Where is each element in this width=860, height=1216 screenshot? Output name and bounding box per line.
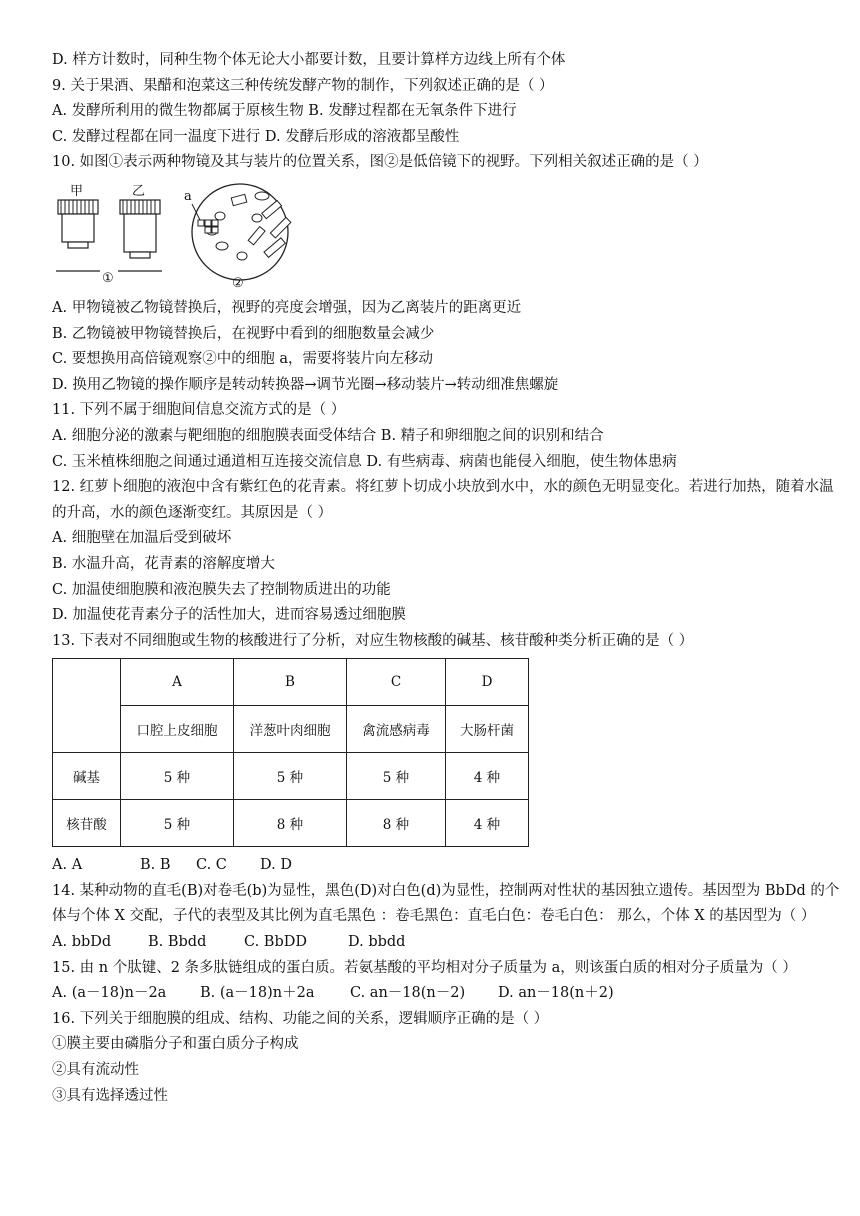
table-cell: 4 种 [446,753,529,800]
table-cell: 8 种 [347,800,446,847]
statement-2: ②具有流动性 [52,1062,139,1079]
organism-cell: 大肠杆菌 [446,706,529,753]
exam-page [52,48,842,1109]
q10-option-d: D. 换用乙物镜的操作顺序是转动转换器→调节光圈→移动装片→转动细准焦螺旋 [52,376,559,393]
question-15: 15. 由 n 个肽键、2 条多肽链组成的蛋白质。若氨基酸的平均相对分子质量为 a，则该蛋白质的相对分子质量为（ ） [52,959,797,976]
q12-option-a: A. 细胞壁在加温后受到破坏 [52,530,232,547]
q15-options [52,981,842,1007]
table-corner [53,659,121,753]
header-letter: D [446,659,529,706]
question-13: 13. 下表对不同细胞或生物的核酸进行了分析，对应生物核酸的碱基、核苷酸种类分析正确的是（ ） [52,632,694,649]
header-letter: C [347,659,446,706]
q9-options-ab: A. 发酵所利用的微生物都属于原核生物 B. 发酵过程都在无氧条件下进行 [52,103,517,120]
table-cell: 5 种 [347,753,446,800]
objective-yi [118,200,162,271]
row-label-base: 碱基 [53,753,121,800]
label-figure-2: ② [232,275,244,291]
table-row [53,753,529,800]
objective-jia [56,200,100,271]
q13-option-b: B. B [140,857,171,874]
q12-option-d: D. 加温使花青素分子的活性加大，进而容易透过细胞膜 [52,607,406,624]
table-row [53,800,529,847]
q15-option-a: A. (a－18)n－2a [52,985,167,1002]
q14-option-a: A. bbDd [52,934,112,951]
statement-1: ①膜主要由磷脂分子和蛋白质分子构成 [52,1036,299,1053]
q14-option-c: C. BbDD [244,934,307,951]
statement-3: ③具有选择透过性 [52,1087,168,1104]
organism-cell: 禽流感病毒 [347,706,446,753]
q15-option-d: D. an－18(n＋2) [498,985,614,1002]
q10-option-b: B. 乙物镜被甲物镜替换后，在视野中看到的细胞数量会减少 [52,325,435,342]
table-cell: 5 种 [121,753,234,800]
microscope-figure [52,176,842,296]
table-cell: 4 种 [446,800,529,847]
organism-cell: 口腔上皮细胞 [121,706,234,753]
question-16: 16. 下列关于细胞膜的组成、结构、功能之间的关系，逻辑顺序正确的是（ ） [52,1010,549,1027]
question-9: 9. 关于果酒、果醋和泡菜这三种传统发酵产物的制作，下列叙述正确的是（ ） [52,77,554,94]
q15-option-c: C. an－18(n－2) [350,985,466,1002]
nucleic-acid-table [52,658,529,847]
q13-option-a: A. A [52,857,83,874]
table-cell: 5 种 [234,753,347,800]
label-figure-1: ① [102,270,114,286]
q15-option-b: B. (a－18)n＋2a [200,985,315,1002]
objective-lens-diagram [52,176,312,296]
q14-option-b: B. Bbdd [148,934,207,951]
table-cell: 5 种 [121,800,234,847]
q13-options [52,853,842,879]
row-label-nucleotide: 核苷酸 [53,800,121,847]
q10-option-a: A. 甲物镜被乙物镜替换后，视野的亮度会增强，因为乙离装片的距离更近 [52,299,522,316]
q14-options [52,930,842,956]
organism-cell: 洋葱叶肉细胞 [234,706,347,753]
q12-option-c: C. 加温使细胞膜和液泡膜失去了控制物质进出的功能 [52,581,391,598]
q12-option-b: B. 水温升高，花青素的溶解度增大 [52,555,275,572]
q8-option-d: D. 样方计数时，同种生物个体无论大小都要计数，且要计算样方边线上所有个体 [52,52,566,68]
q11-options-ab: A. 细胞分泌的激素与靶细胞的细胞膜表面受体结合 B. 精子和卵细胞之间的识别和结合 [52,427,604,444]
question-14: 14. 某种动物的直毛(B)对卷毛(b)为显性，黑色(D)对白色(d)为显性，控制两对性状的基因独立遗传。基因型为 BbDd 的个体与个体 X 交配，子代的表型及其比例为直毛黑色 ：卷毛黑色：直毛白色：卷毛白色： 那么，个体 X 的基因型为（ ） [52,882,840,925]
header-letter: B [234,659,347,706]
header-letter: A [121,659,234,706]
label-jia: 甲 [70,183,84,199]
label-cell-a: a [184,188,192,204]
q11-options-cd: C. 玉米植株细胞之间通过通道相互连接交流信息 D. 有些病毒、病菌也能侵入细胞，使生物体患病 [52,453,677,470]
question-12: 12. 红萝卜细胞的液泡中含有紫红色的花青素。将红萝卜切成小块放到水中，水的颜色无明显变化。若进行加热，随着水温的升高，水的颜色逐渐变红。其原因是（ ） [52,479,834,521]
q10-option-c: C. 要想换用高倍镜观察②中的细胞 a，需要将装片向左移动 [52,351,434,368]
label-yi: 乙 [132,183,146,199]
question-11: 11. 下列不属于细胞间信息交流方式的是（ ） [52,402,346,419]
q13-option-d: D. D [260,857,292,874]
q13-option-c: C. C [196,857,227,874]
question-10: 10. 如图①表示两种物镜及其与装片的位置关系，图②是低倍镜下的视野。下列相关叙述正确的是（ ） [52,154,708,171]
q9-options-cd: C. 发酵过程都在同一温度下进行 D. 发酵后形成的溶液都呈酸性 [52,128,460,145]
field-of-view [192,184,291,280]
table-cell: 8 种 [234,800,347,847]
q14-option-d: D. bbdd [348,934,406,951]
